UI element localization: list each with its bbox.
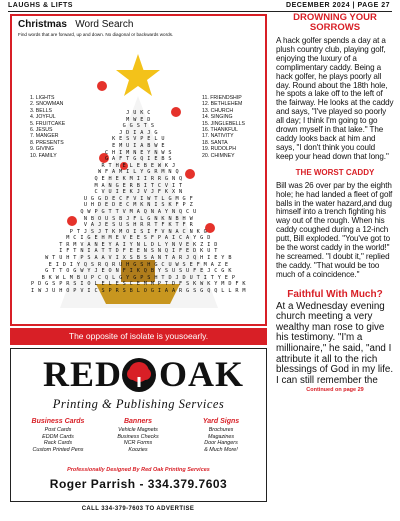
ad-services-col-3 (181, 419, 261, 454)
list-item: 1. LIGHTS (30, 95, 55, 101)
grid-row: Q E H E K M I I R R G N Q (94, 175, 183, 182)
list-item: 16. THANKFUL (202, 127, 238, 134)
grid-row: U G G D E C F V I W T L G M G F (83, 195, 194, 202)
story-title-faithful: Faithful With Much? (287, 288, 383, 300)
grid-row: G G S T S (122, 123, 155, 130)
ad-name-oak: OAK (159, 354, 245, 394)
grid-row: M C I G E H M E V E E S F P A I C A Y G D (66, 235, 211, 242)
grid-row: I W J U H O P V I C S P R S B L O G I A A R G S G Q Q L L R M (31, 288, 246, 295)
grid-row: W F A M I L Y G R M N Q (97, 169, 180, 176)
story-body-faithful: At a Wednesday evening church meeting a very wealthy man rose to give his testimony. "I'm a millionaire," he said, "and I attribute it all to the rich blessings of God in my life. I can still remember the (276, 300, 394, 386)
header-section-label: LAUGHS & LIFTS (8, 2, 73, 9)
grid-row: I F T N I A T T D F E E N S N Q I F E D K U T (59, 248, 218, 255)
grid-row: G T T O G W Y J E O N F I K Q B Y S U S U F E J C G K (45, 268, 232, 275)
ad-tagline: Printing & Publishing Services (52, 397, 225, 411)
list-item: 7. MANGER (30, 133, 59, 140)
star-icon (116, 54, 160, 96)
service-item: Vehicle Magnets (118, 426, 158, 433)
grid-row: M W E D (126, 116, 151, 123)
grid-row: V A J E S U S H R R T F K T F R (83, 222, 194, 229)
service-item: EDDM Cards (42, 433, 74, 440)
service-item: Magazines (207, 433, 235, 440)
service-item: Koozies (128, 447, 148, 454)
grid-row: Q W P G T T V M A Q N A Y N Q C U (80, 208, 197, 215)
word-search-instructions: Find words that are forward, up and down. No diagonal or backwards words. (18, 32, 174, 37)
list-item: 9. GIVING (30, 146, 54, 153)
story-title-worst-caddy: THE WORST CADDY (295, 167, 375, 177)
grid-row: N B O U S B J F L G N K N B H W (83, 215, 194, 222)
quote-banner: The opposite of isolate is yousoearly. (10, 328, 267, 345)
grid-row: G A F T G Q I E B S (105, 156, 172, 163)
list-item: 12. BETHLEHEM (202, 101, 243, 108)
grid-row: M A N G E R B I T C V I T (94, 182, 183, 189)
list-item: 8. PRESENTS (30, 139, 64, 146)
service-heading: Yard Signs (202, 418, 240, 425)
grid-row: J D I A J G (119, 129, 158, 136)
continued-link[interactable]: Continued on page 29 (306, 387, 364, 394)
grid-row: C V U I E K J V J F K X N (94, 189, 183, 196)
service-item: & Much More! (204, 447, 238, 454)
list-item: 20. CHIMNEY (202, 152, 235, 159)
service-item: Brochures (208, 426, 234, 433)
list-item: 15. JINGLEBELLS (202, 120, 245, 127)
grid-row: U H D E D E C M K N I S K F P Z (83, 202, 194, 209)
service-item: NCR Forms (123, 440, 153, 447)
grid-row: B K W L M B U P C Q L G Y G P S H T D J D U T I T Y E P (41, 274, 236, 281)
list-item: 3. BELLS (30, 107, 52, 114)
header-date-page: DECEMBER 2024 | PAGE 27 (286, 2, 390, 9)
list-item: 17. NATIVITY (202, 133, 234, 140)
list-item: 11. FRIENDSHIP (202, 95, 242, 101)
ad-designed-by: Professionally Designed By Red Oak Printing Services (67, 467, 210, 473)
ornament-icon (97, 81, 107, 91)
ad-name-red: RED (43, 354, 123, 394)
list-item: 6. JESUS (30, 127, 53, 134)
grid-row: P T J S J T K M O I S I F V N A C N K G (69, 228, 208, 235)
grid-row: C H I M N E Y N W S (105, 149, 172, 156)
service-item: Custom Printed Pens (32, 447, 84, 454)
list-item: 5. FRUITCAKE (30, 120, 66, 127)
grid-row: T R M V A N E Y A I Y N L D L Y N V E K Z I D (59, 241, 218, 248)
list-item: 14. SINGING (202, 114, 233, 121)
service-item: Rack Cards (43, 440, 73, 447)
list-item: 19. RUDOLPH (202, 146, 237, 153)
grid-row: J U K C (126, 110, 151, 116)
ad-services-col-1 (17, 419, 99, 454)
grid-row: E M U I A B W E (112, 142, 165, 149)
list-item: 13. CHURCH (202, 107, 234, 114)
grid-row: K E S V P E L U (112, 136, 165, 143)
service-item: Post Cards (44, 426, 72, 433)
oak-tree-logo-icon (121, 357, 157, 393)
grid-row: W T U H T P S A A V I X S B S A N T A R J Q H I E Y B (45, 255, 232, 262)
service-heading: Business Cards (31, 418, 85, 425)
list-item: 4. JOYFUL (30, 114, 56, 121)
grid-row: P D G S P R S I O L E L E S C E M M P T D F S K W K Y M D F K (31, 281, 246, 288)
word-search-title: Christmas Word Search (18, 19, 134, 30)
footer-advertise: CALL 334-379-7603 TO ADVERTISE (81, 506, 195, 512)
service-item: Door Hangers (204, 440, 238, 447)
ad-contact-phone[interactable]: Roger Parrish - 334.379.7603 (49, 477, 228, 491)
red-oak-advertisement[interactable] (10, 348, 267, 502)
list-item: 18. SANTA (202, 139, 228, 146)
story-body-worst-caddy: Bill was 26 over par by the eighth hole; he had landed a fleet of golf balls in the water hazard,and dug himself into a trench fighting his way out of the rough. When his caddy coughed during a 12-inch putt, Bill exploded. "You've got to be the worst caddy in the world!" he screamed. "I doubt it," replied the caddy. "That would be too much of a coincidence." (276, 180, 393, 279)
story-body-drowning: A hack golfer spends a day at a plush country club, playing golf, enjoying the luxury of a complimentary caddy. Being a hack golfer, he plays poorly all day. Round about the 18th hole, he spots a lake off to the left of the fairway. He looks at the caddy and says, "I've played so poorly all day; I think I'm going to go drown myself in that lake." The caddy looks back at him and says, "I don't think you could keep your head down that long." (276, 36, 394, 161)
word-search-panel (10, 14, 267, 326)
list-item: 2. SNOWMAN (30, 101, 64, 108)
letter-grid (12, 107, 265, 295)
grid-row: E I D I Y Q S R Q R U H G S H G C U W S E F M A Z E (48, 261, 229, 268)
jokes-column (276, 13, 394, 393)
story-title-drowning: DROWNING YOUR SORROWS (293, 12, 377, 33)
ad-services-col-2 (99, 419, 177, 454)
service-item: Business Checks (117, 433, 159, 440)
service-heading: Banners (123, 418, 152, 425)
list-item: 10. FAMILY (30, 152, 57, 159)
grid-row: R T H E L E B E W K J (101, 162, 176, 169)
